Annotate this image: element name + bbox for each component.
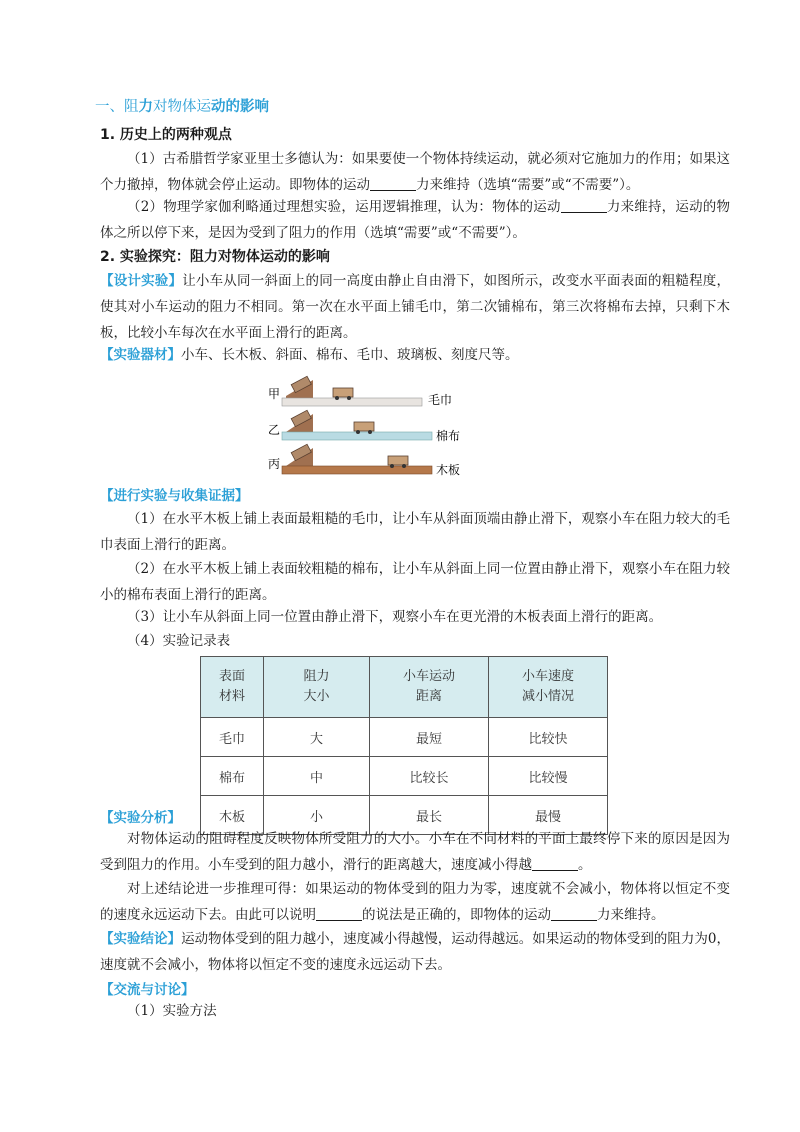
analysis-paragraph-2 <box>100 876 730 928</box>
text: 距离 <box>415 689 442 704</box>
text: 小车速度 <box>521 669 574 684</box>
header-cell <box>264 657 370 718</box>
towel-surface <box>282 398 422 406</box>
heading-historical-views: 1. 历史上的两种观点 <box>100 127 232 143</box>
header-cell <box>489 657 608 718</box>
step-1: （1）在水平木板上铺上表面最粗糙的毛巾，让小车从斜面顶端由静止滑下，观察小车在阻力较大的毛巾表面上滑行的距离。 <box>100 511 730 553</box>
label-jia: 甲 <box>268 387 281 401</box>
wood-surface <box>282 466 432 474</box>
text: 。 <box>578 857 592 873</box>
tag-proceed: 【进行实验与收集证据】 <box>100 488 249 504</box>
heading-analysis <box>100 806 181 826</box>
text: 材料 <box>218 689 245 704</box>
table-cell: 中 <box>264 757 370 796</box>
step-2: （2）在水平木板上铺上表面较粗糙的棉布，让小车从斜面上同一位置由静止滑下，观察小车在阻力较小的棉布表面上滑行的距离。 <box>100 561 730 603</box>
tag-analysis: 【实验分析】 <box>100 810 181 826</box>
tag-equipment: 【实验器材】 <box>100 347 181 363</box>
paragraph-design <box>100 268 730 346</box>
text: 运动物体受到的阻力越小，速度减小得越慢，运动得越远。如果运动的物体受到的阻力为0，速度就不会减小，物体将以恒定不变的速度永远运动下去。 <box>100 931 731 973</box>
section-title-part: 一、阻 <box>95 99 139 115</box>
tag-conclusion: 【实验结论】 <box>100 931 182 947</box>
paragraph-equipment <box>100 342 730 368</box>
table-cell: 大 <box>264 718 370 757</box>
table-cell: 最短 <box>370 718 489 757</box>
table-cell: 比较长 <box>370 757 489 796</box>
table-cell: 最慢 <box>489 796 608 835</box>
table-cell: 棉布 <box>201 757 264 796</box>
heading-proceed <box>100 484 249 504</box>
record-table <box>200 656 608 835</box>
experiment-figure <box>268 368 468 480</box>
answer-blank <box>316 906 362 921</box>
answer-blank <box>551 906 597 921</box>
section-title-part: 力 <box>138 99 153 115</box>
answer-blank <box>532 856 578 871</box>
table-row <box>201 718 608 757</box>
answer-blank <box>370 176 416 191</box>
text: 表面 <box>218 669 245 684</box>
step-4: （4）实验记录表 <box>127 633 231 649</box>
text: 阻力 <box>303 669 330 684</box>
text: 让小车从同一斜面上的同一高度由静止自由滑下，如图所示，改变水平面表面的粗糙程度，使其对小车运动的阻力不相同。第一次在水平面上铺毛巾，第二次铺棉布，第三次将棉布去掉，只剩下木板，比较小车每次在水平面上滑行的距离。 <box>100 273 731 341</box>
table-cell: 毛巾 <box>201 718 264 757</box>
section-title-part: 动的影响 <box>211 99 269 115</box>
heading-experiment: 2. 实验探究：阻力对物体运动的影响 <box>100 249 330 265</box>
label-yi: 乙 <box>268 423 281 437</box>
paragraph-galileo <box>100 194 730 246</box>
label-cloth: 棉布 <box>436 429 461 443</box>
table-header-row <box>201 657 608 718</box>
label-towel: 毛巾 <box>428 393 453 407</box>
discussion-item-1: （1）实验方法 <box>127 1003 217 1019</box>
inclined-plane-figure <box>268 368 468 480</box>
setup-cloth <box>282 410 432 440</box>
paragraph-aristotle <box>100 146 730 198</box>
text: （2）物理学家伽利略通过理想实验，运用逻辑推理，认为：物体的运动 <box>127 199 561 215</box>
label-bing: 丙 <box>268 457 281 471</box>
answer-blank <box>561 198 607 213</box>
text: 小车、长木板、斜面、棉布、毛巾、玻璃板、刻度尺等。 <box>181 347 519 363</box>
table-cell: 最长 <box>370 796 489 835</box>
analysis-paragraph-1 <box>100 826 730 878</box>
text: 力来维持。 <box>597 907 665 923</box>
table-row <box>201 757 608 796</box>
header-cell <box>370 657 489 718</box>
text: 力来维持（选填“需要”或“不需要”）。 <box>416 177 640 193</box>
text: 对物体运动的阻碍程度反映物体所受阻力的大小。小车在不同材料的平面上最终停下来的原因是因为受到阻力的作用。小车受到的阻力越小，滑行的距离越大，速度减小得越 <box>100 831 730 873</box>
text: 力来维持，运动的物体之所以停下来，是因为受到了阻力的作用（选填“需要”或“不需要”）。 <box>100 199 731 241</box>
table-cell: 小 <box>264 796 370 835</box>
setup-wood <box>282 444 432 474</box>
text: 的说法是正确的，即物体的运动 <box>362 907 551 923</box>
text: 减小情况 <box>521 689 574 704</box>
label-wood: 木板 <box>436 463 461 477</box>
tag-design: 【设计实验】 <box>100 273 183 289</box>
text: 小车运动 <box>402 669 455 684</box>
header-cell <box>201 657 264 718</box>
heading-discussion <box>100 978 195 998</box>
tag-discussion: 【交流与讨论】 <box>100 982 195 998</box>
text: （1）古希腊哲学家亚里士多德认为：如果要使一个物体持续运动，就必须对它施加力的作用；如果这个力撤掉，物体就会停止运动。即物体的运动 <box>100 151 730 193</box>
section-title <box>95 95 269 116</box>
paragraph-conclusion <box>100 926 730 978</box>
section-title-part: 对物体运 <box>153 99 211 115</box>
setup-towel <box>282 376 422 406</box>
text: 大小 <box>303 689 330 704</box>
table-cell: 木板 <box>201 796 264 835</box>
text: 对上述结论进一步推理可得：如果运动的物体受到的阻力为零，速度就不会减小，物体将以恒定不变的速度永远运动下去。由此可以说明 <box>100 881 730 923</box>
step-3: （3）让小车从斜面上同一位置由静止滑下，观察小车在更光滑的木板表面上滑行的距离。 <box>127 609 663 625</box>
table-cell: 比较慢 <box>489 757 608 796</box>
table-cell: 比较快 <box>489 718 608 757</box>
